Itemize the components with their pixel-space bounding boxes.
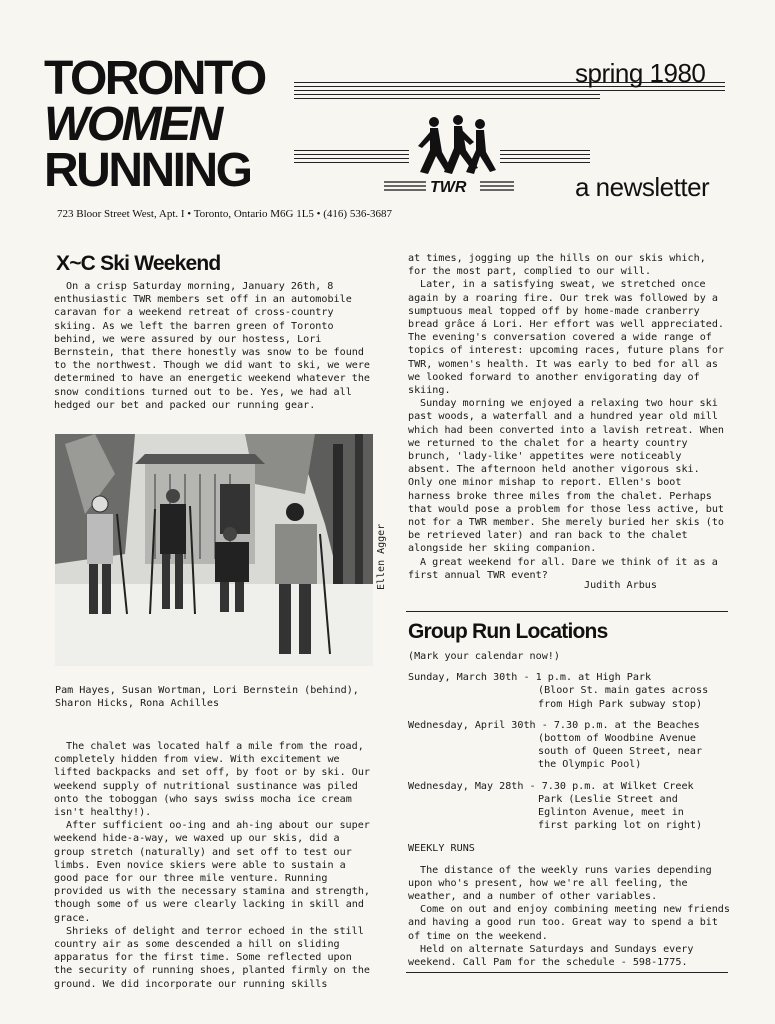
ski-story-right [408,252,730,582]
location-detail: Eglinton Avenue, meet in [538,807,684,819]
location-when: Wednesday, April 30th - 7.30 p.m. at the Beaches [408,719,700,731]
author-signature: Judith Arbus [584,580,657,591]
ski-paragraph: at times, jogging up the hills on our skis which, for the most part, complied to our will. [408,253,706,278]
location-when: Sunday, March 30th - 1 p.m. at High Park [408,672,652,684]
title-line-2: WOMEN [44,98,221,151]
title-line-1: TORONTO [44,52,265,105]
group-run-subheading: (Mark your calendar now!) [408,651,560,662]
photo-credit: Ellen Agger [376,523,387,590]
location-detail: south of Queen Street, near [538,746,703,758]
bottom-divider [406,972,728,973]
logo-text: TWR [430,179,467,196]
issue-season: spring 1980 [575,58,706,88]
ski-paragraph: After sufficient oo-ing and ah-ing about our super weekend hide-a-way, we waxed up our skis, did a group stretch (naturally) and set off to test our limbs. Even novice skiers were able to sustain a good pace for our three mile venture. Running provided us with the necessary stamina and strength, though some of us were clearly lacking in skill and grace. [54,820,371,924]
ski-story-left [54,740,376,991]
weekly-paragraph: The distance of the weekly runs varies depending upon who's present, how we're all feeling, the weather, and a number of other variables. [408,864,712,903]
location-item [408,671,730,711]
newsletter-tagline: a newsletter [575,172,710,202]
group-run-section [408,650,730,969]
masthead-title [44,52,294,197]
location-item [408,719,730,772]
weekly-paragraph: Come on out and enjoy combining meeting new friends and having a good run too. Great way to spend a bit of time on the weekend. [408,904,730,942]
location-detail: (bottom of Woodbine Avenue [538,733,697,745]
location-detail: from High Park subway stop) [538,698,703,710]
ski-paragraph: Sunday morning we enjoyed a relaxing two hour ski past woods, a waterfall and a hundred year old mill which had been converted into a lavish retreat. When we returned to the chalet for a hearty country brunch, 'lady-like' appetites were noticeably absent. The afternoon held another vigorous ski. Only one minor mishap to report. Ellen's boot harness broke three miles from the chalet. Perhaps that would pose a problem for those less active, but not for a TWR member. She merely buried her skis (to be retrieved later) and ran back to the chalet alongside her skiing companion. [408,398,725,555]
location-detail: Park (Leslie Street and [538,793,678,805]
ski-paragraph: The chalet was located half a mile from the road, completely hidden from view. With excitement we lifted backpacks and set off, by foot or by ski. Our weekend supply of nutritional sustinance was piled onto the toboggan (who says swiss mocha ice cream isn't healthy!). [54,741,371,819]
photo-caption: Pam Hayes, Susan Wortman, Lori Bernstein (behind), Sharon Hicks, Rona Achilles [55,685,359,710]
section-divider [406,611,728,612]
ski-intro [54,280,376,412]
weekly-runs-heading: WEEKLY RUNS [408,843,475,855]
runners-logo [384,112,514,204]
photo-illustration [55,434,373,666]
weekly-paragraph: Held on alternate Saturdays and Sundays every weekend. Call Pam for the schedule - 598-1775. [408,943,694,969]
location-item [408,780,730,833]
title-line-3: RUNNING [44,144,251,197]
location-detail: the Olympic Pool) [538,759,642,771]
mailing-address: 723 Bloor Street West, Apt. I • Toronto, Ontario M6G 1L5 • (416) 536-3687 [57,208,393,220]
masthead-rules [294,82,600,102]
location-when: Wednesday, May 28th - 7.30 p.m. at Wilket Creek [408,780,694,792]
ski-intro-paragraph: On a crisp Saturday morning, January 26th, 8 enthusiastic TWR members set off in an automobile caravan for a weekend retreat of cross-country skiing. As we left the barren green of Toronto behind, we were assured by our hostess, Lori Bernstein, that there honestly was snow to be found to the northwest. Though we did want to ski, we were determined to have an energetic weekend whatever the snow conditions turned out to be. Yes, we had all hedged our bet and packed our running gear. [54,281,371,411]
ski-paragraph: A great weekend for all. Dare we think of it as a first annual TWR event? [408,556,718,581]
ski-paragraph: Shrieks of delight and terror echoed in the still country air as some descended a hill on sliding apparatus for the first time. Some reflected upon the security of running shoes, planted firmly on the ground. We did incorporate our running skills [54,925,371,990]
ski-group-photo [55,434,373,666]
group-run-heading: Group Run Locations [408,620,608,643]
location-detail: (Bloor St. main gates across [538,685,709,697]
ski-paragraph: Later, in a satisfying sweat, we stretched once again by a roaring fire. Our trek was followed by a sumptuous meal topped off by home-made cranberry bread grâce á Lori. Her effort was well appreciated. The evening's conversation covered a wide range of topics of interest: upcoming races, future plans for TWR, women's health. It was early to bed for all as we looked forward to another envigorating day of skiing. [408,279,725,397]
location-detail: first parking lot on right) [538,820,703,832]
ski-weekend-heading: X~C Ski Weekend [56,252,221,275]
